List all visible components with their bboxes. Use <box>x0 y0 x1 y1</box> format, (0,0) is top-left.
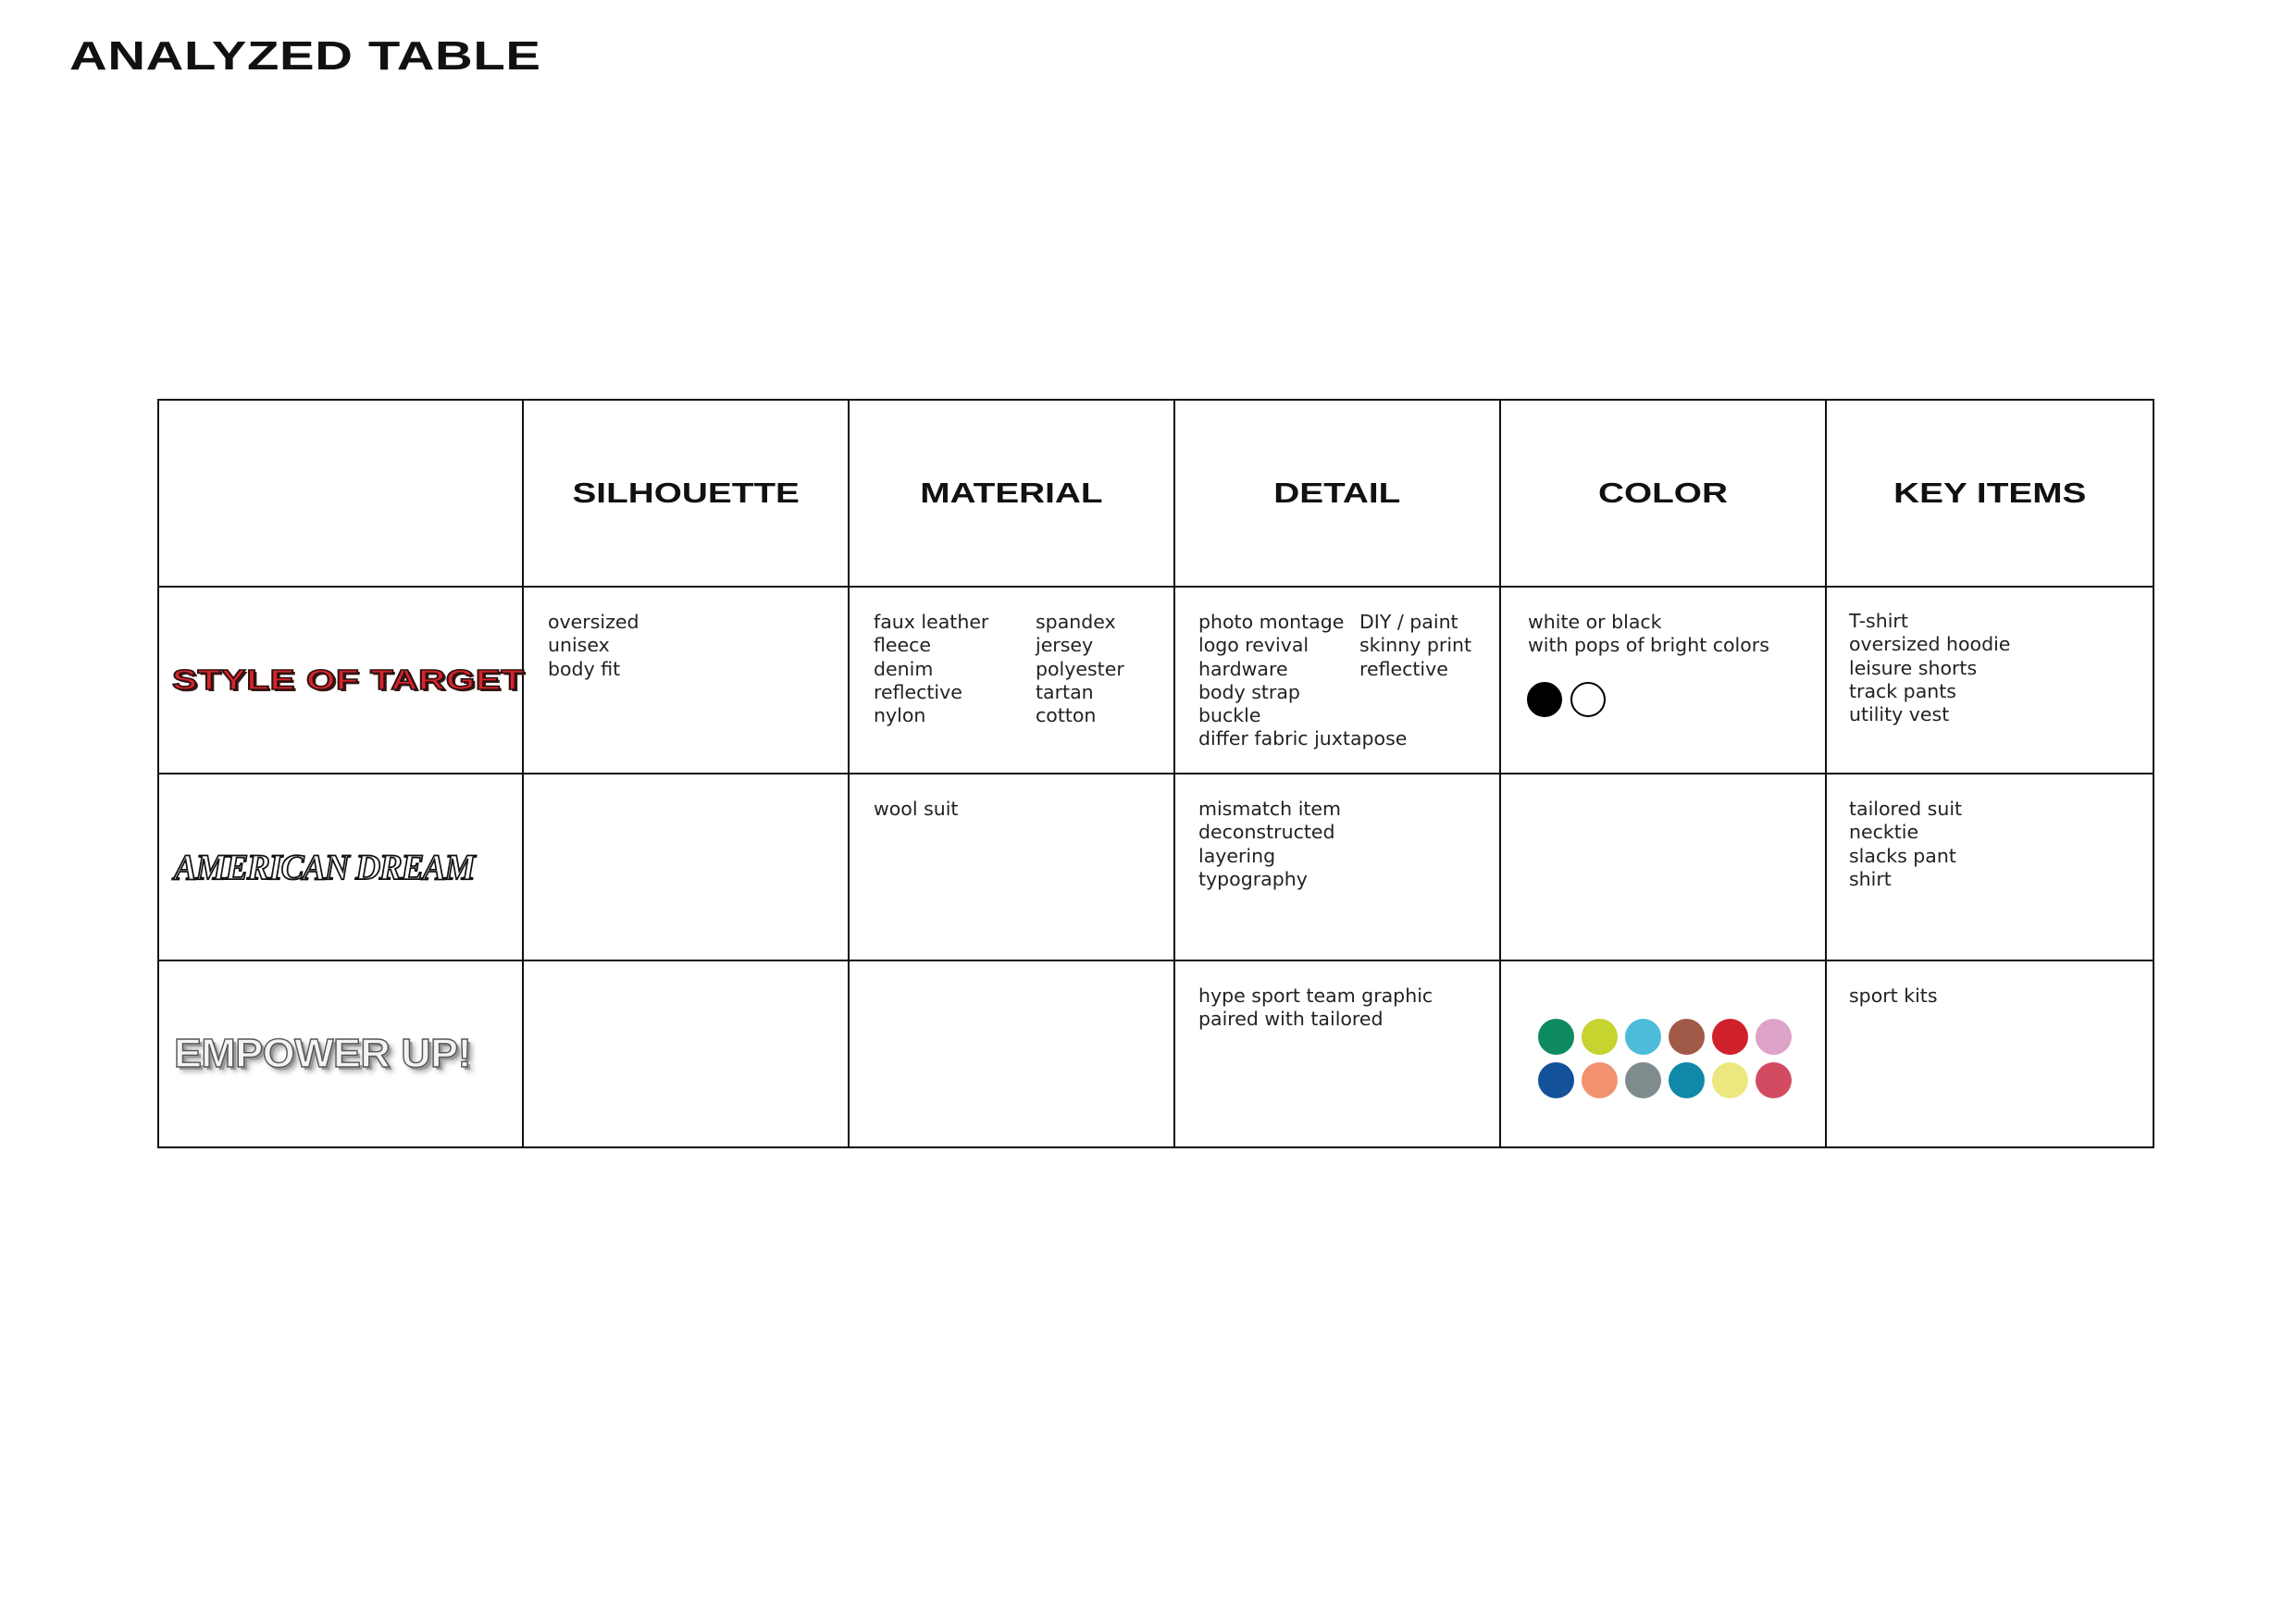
material-cell <box>849 960 1174 1147</box>
list-item: tailored suit <box>1849 798 1963 820</box>
column-header-label: KEY ITEMS <box>1893 477 2087 509</box>
material-list <box>850 774 1173 821</box>
list-item: hardware <box>1198 657 1288 680</box>
list-item: buckle <box>1198 704 1261 727</box>
color-swatch-sky-blue <box>1625 1019 1661 1055</box>
list-item: leisure shorts <box>1849 656 1978 679</box>
list-item: layering <box>1198 844 1276 867</box>
row-label-style-of-target <box>158 587 523 774</box>
column-header-silhouette <box>523 400 849 587</box>
list-item: denim <box>874 657 934 680</box>
material-cell <box>849 587 1174 774</box>
list-item: unisex <box>548 634 610 657</box>
table-row <box>158 774 2153 960</box>
corner-cell <box>158 400 523 587</box>
list-item: wool suit <box>874 798 959 820</box>
table-row <box>158 587 2153 774</box>
list-item: body fit <box>548 657 621 680</box>
column-header-label: MATERIAL <box>920 477 1103 509</box>
list-item: oversized <box>548 611 639 633</box>
list-item: typography <box>1198 867 1308 890</box>
column-header-label: DETAIL <box>1273 477 1401 509</box>
list-item: tartan <box>1036 680 1094 703</box>
color-swatch-brown <box>1669 1019 1705 1055</box>
detail-cell <box>1174 587 1500 774</box>
list-item: with pops of bright colors <box>1528 634 1769 657</box>
list-item: track pants <box>1849 679 1956 702</box>
color-swatch-red <box>1712 1019 1748 1055</box>
color-cell <box>1500 587 1826 774</box>
american-dream-logo: AMERICAN DREAM <box>174 847 475 887</box>
list-item: photo montage <box>1198 611 1345 633</box>
page-title: ANALYZED TABLE <box>69 33 541 79</box>
table-header-row <box>158 400 2153 587</box>
style-of-target-logo: STYLE OF TARGET <box>172 663 525 696</box>
detail-list <box>1175 961 1499 1032</box>
list-item: jersey <box>1036 634 1094 657</box>
column-header-label: SILHOUETTE <box>572 477 800 509</box>
key-items-cell <box>1826 587 2153 774</box>
row-label-american-dream <box>158 774 523 960</box>
list-item: shirt <box>1849 867 1892 890</box>
list-item: DIY / paint <box>1359 611 1458 633</box>
key-items-cell <box>1826 774 2153 960</box>
color-swatch-navy-blue <box>1538 1062 1574 1098</box>
material-cell <box>849 774 1174 960</box>
color-swatch-teal <box>1669 1062 1705 1098</box>
column-header-label: COLOR <box>1598 477 1728 509</box>
column-header-color <box>1500 400 1826 587</box>
silhouette-list <box>524 588 848 681</box>
color-swatch-pale-yellow <box>1712 1062 1748 1098</box>
list-item: spandex <box>1036 611 1116 633</box>
material-list <box>850 588 1173 727</box>
list-item: reflective <box>874 680 962 703</box>
list-item: reflective <box>1359 657 1448 680</box>
silhouette-cell <box>523 587 849 774</box>
list-item: paired with tailored <box>1198 1008 1384 1031</box>
color-swatch-gray <box>1625 1062 1661 1098</box>
list-item: slacks pant <box>1849 844 1956 867</box>
color-cell <box>1500 774 1826 960</box>
silhouette-cell <box>523 960 849 1147</box>
list-item: skinny print <box>1359 634 1472 657</box>
color-description <box>1501 588 1825 658</box>
list-item: T-shirt <box>1849 610 1908 632</box>
key-items-list <box>1827 961 2153 1008</box>
key-items-list <box>1827 588 2153 726</box>
color-swatch-rose <box>1756 1062 1792 1098</box>
list-item: necktie <box>1849 821 1919 844</box>
column-header-detail <box>1174 400 1500 587</box>
key-items-cell <box>1826 960 2153 1147</box>
list-item: differ fabric juxtapose <box>1198 727 1408 750</box>
list-item: oversized hoodie <box>1849 633 2011 656</box>
color-swatch-white <box>1570 682 1606 717</box>
color-swatches <box>1501 658 1825 717</box>
color-swatch-black <box>1527 682 1562 717</box>
color-swatch-green <box>1538 1019 1574 1055</box>
table-row <box>158 960 2153 1147</box>
key-items-list <box>1827 774 2153 891</box>
row-label-empower-up <box>158 960 523 1147</box>
detail-cell <box>1174 960 1500 1147</box>
list-item: body strap <box>1198 680 1300 703</box>
color-swatch-salmon <box>1582 1062 1618 1098</box>
list-item: fleece <box>874 634 932 657</box>
list-item: sport kits <box>1849 985 1938 1007</box>
color-cell <box>1500 960 1826 1147</box>
list-item: mismatch item <box>1198 798 1342 820</box>
detail-cell <box>1174 774 1500 960</box>
list-item: hype sport team graphic <box>1198 985 1433 1007</box>
color-swatch-pink <box>1756 1019 1792 1055</box>
detail-list <box>1175 774 1499 891</box>
column-header-key-items <box>1826 400 2153 587</box>
color-swatch-lime <box>1582 1019 1618 1055</box>
color-palette <box>1501 961 1825 1098</box>
list-item: cotton <box>1036 704 1097 727</box>
list-item: deconstructed <box>1198 821 1335 844</box>
column-header-material <box>849 400 1174 587</box>
list-item: faux leather <box>874 611 989 633</box>
silhouette-cell <box>523 774 849 960</box>
list-item: white or black <box>1528 611 1662 633</box>
list-item: utility vest <box>1849 703 1950 726</box>
detail-list <box>1175 588 1499 751</box>
analysis-table <box>157 399 2154 1148</box>
empower-up-logo: EMPOWER UP! <box>174 1031 472 1076</box>
list-item: nylon <box>874 704 926 727</box>
list-item: logo revival <box>1198 634 1309 657</box>
list-item: polyester <box>1036 657 1124 680</box>
